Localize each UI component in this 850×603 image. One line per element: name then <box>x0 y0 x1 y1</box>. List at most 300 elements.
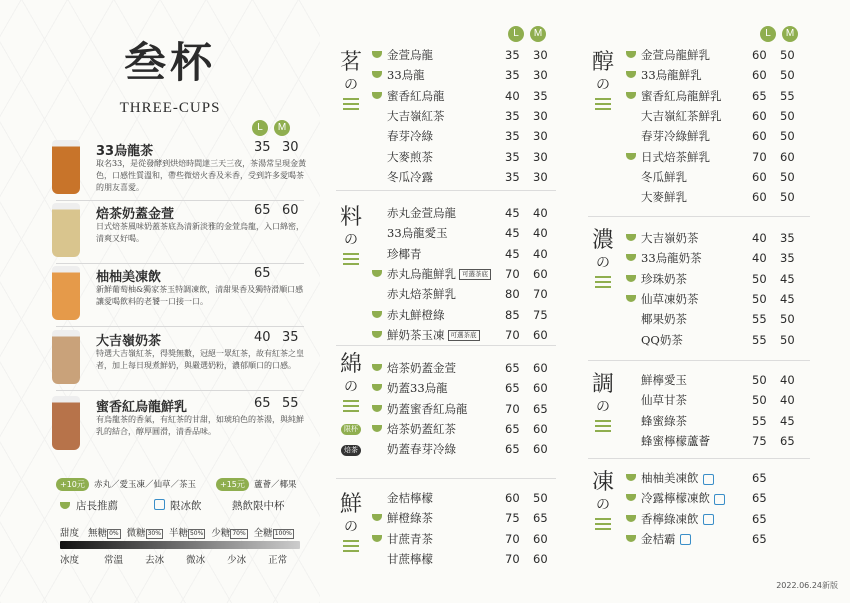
sweetness-level <box>127 528 163 539</box>
menu-item <box>372 264 557 284</box>
item-name-text: 蜜香紅烏龍鮮乳 <box>641 88 722 103</box>
price-l: 40 <box>254 330 271 345</box>
featured-drink <box>48 203 306 259</box>
price-m: 40 <box>533 246 548 261</box>
size-m-badge: M <box>782 26 798 42</box>
sweetness-name: 半糖 <box>168 528 188 539</box>
item-name <box>641 370 687 390</box>
bowl-icon <box>372 71 382 78</box>
item-name-text: 冷露檸檬凍飲 <box>641 491 710 506</box>
price-m: 50 <box>780 190 795 205</box>
bowl-icon <box>626 494 636 501</box>
ice-level: 正常 <box>268 555 288 566</box>
menu-item <box>626 488 804 508</box>
addon-legend <box>56 476 304 496</box>
menu-item <box>372 86 557 106</box>
section-label-liao <box>336 205 366 268</box>
item-name-text: 椰果奶茶 <box>641 312 687 327</box>
section-suffix: の <box>344 379 358 395</box>
section-bars <box>343 400 359 412</box>
menu-item <box>626 309 804 329</box>
item-note: 可選茶底 <box>459 269 491 280</box>
price-l: 55 <box>752 332 767 347</box>
price-l: 65 <box>752 531 767 546</box>
menu-item <box>372 549 557 569</box>
section-bars <box>595 518 611 530</box>
section-suffix: の <box>344 232 358 248</box>
menu-item <box>372 244 557 264</box>
item-name <box>387 106 445 126</box>
item-name <box>387 203 456 223</box>
price-l: 60 <box>752 68 767 83</box>
legend-hot-medium: 熱飲限中杯 <box>232 500 285 512</box>
price-m: 65 <box>533 401 548 416</box>
ice-row <box>60 552 308 566</box>
menu-item <box>372 358 557 378</box>
menu-item <box>372 305 557 325</box>
bowl-icon <box>372 364 382 371</box>
item-name-text: 33烏龍鮮乳 <box>641 68 702 83</box>
bowl-icon <box>626 474 636 481</box>
item-name <box>641 147 710 167</box>
menu-item <box>372 378 557 398</box>
menu-item <box>626 269 804 289</box>
item-name-text: 大吉嶺奶茶 <box>641 231 699 245</box>
menu-item <box>626 390 804 410</box>
drink-description: 取名33，是從發酵到烘焙時間達三天三夜，茶湯常呈現金黃色，口感性質溫和，帶些微焙火香及米香，受到許多愛喝茶的朋友喜愛。 <box>96 159 307 192</box>
ice-level: 去冰 <box>145 555 165 566</box>
item-name <box>641 187 687 207</box>
menu-item <box>626 167 804 187</box>
price-m: 60 <box>533 442 548 457</box>
size-header-right <box>760 26 798 42</box>
item-name <box>641 289 699 309</box>
sweetness-name: 微糖 <box>126 528 146 539</box>
price-m: 40 <box>780 393 795 408</box>
item-name-text: 赤丸金萱烏龍 <box>387 206 456 220</box>
item-name-text: 甘蔗檸檬 <box>387 551 433 566</box>
bowl-icon <box>372 311 382 318</box>
item-name-text: 蜂蜜檸檬蘆薈 <box>641 433 710 448</box>
size-header-middle <box>508 26 546 42</box>
item-name <box>641 228 699 248</box>
price-l: 35 <box>505 48 520 62</box>
item-name <box>387 65 425 85</box>
section-char: 茗 <box>339 50 362 75</box>
item-name <box>387 284 456 304</box>
sweetness-row <box>60 525 308 539</box>
menu-item <box>372 488 557 508</box>
section-label-chun <box>588 50 618 113</box>
item-name-text: 珍珠奶茶 <box>641 271 687 286</box>
price-l: 35 <box>505 129 520 144</box>
price-l: 70 <box>505 401 520 416</box>
item-name <box>641 390 687 410</box>
menu-item <box>372 325 557 345</box>
price-l: 55 <box>752 413 767 428</box>
price-l: 40 <box>505 88 520 103</box>
bowl-icon <box>372 384 382 391</box>
version-date: 2022.06.24新版 <box>776 581 838 590</box>
item-name-text: 奶蓋春芽冷綠 <box>387 442 456 457</box>
item-name <box>387 223 448 243</box>
price-m: 50 <box>780 312 795 327</box>
section-suffix: の <box>344 519 358 535</box>
item-name <box>641 509 714 529</box>
price-l: 35 <box>505 149 520 164</box>
item-name <box>641 330 683 350</box>
drink-photo <box>52 330 80 384</box>
section-char: 鮮 <box>339 492 362 517</box>
item-name <box>641 411 687 431</box>
item-name <box>641 126 710 146</box>
price-l: 35 <box>505 169 520 184</box>
price-m: 60 <box>533 381 548 396</box>
item-name-text: 鮮檸愛玉 <box>641 373 687 387</box>
item-name-text: 冬瓜冷露 <box>387 169 433 184</box>
bowl-icon <box>372 405 382 412</box>
sweetness-name: 無糖 <box>88 528 108 539</box>
price-l: 70 <box>752 149 767 164</box>
item-name-text: 蜜香紅烏龍 <box>387 88 445 103</box>
item-name-text: 焙茶奶蓋金萱 <box>387 361 456 375</box>
menu-item <box>626 45 804 65</box>
item-name <box>641 45 710 65</box>
price-m: 60 <box>282 203 299 218</box>
drink-photo <box>52 203 80 257</box>
price-m: 65 <box>533 511 548 526</box>
price-m: 30 <box>533 68 548 83</box>
price-l: 60 <box>752 190 767 205</box>
drink-name: 焙茶奶蓋金萱 <box>96 207 175 222</box>
menu-item <box>372 508 557 528</box>
item-name <box>387 264 491 284</box>
item-name <box>387 244 422 264</box>
ice-cube-icon <box>714 494 725 505</box>
menu-item <box>372 147 557 167</box>
section-suffix: の <box>596 255 610 271</box>
item-name-text: 仙草凍奶茶 <box>641 291 699 306</box>
price-l: 60 <box>752 129 767 144</box>
price-m: 50 <box>780 108 795 123</box>
item-name-text: 大麥鮮乳 <box>641 190 687 205</box>
item-name-text: 大麥煎茶 <box>387 149 433 164</box>
drink-description: 日式焙茶風味奶蓋茶底為清新淡雅的金萱烏龍，入口綿密，清爽又好喝。 <box>96 222 304 243</box>
price-l: 35 <box>254 140 271 155</box>
price-l: 35 <box>505 68 520 83</box>
item-name-text: 珍椰青 <box>387 246 422 261</box>
section-label-xian <box>336 492 366 555</box>
menu-item <box>626 65 804 85</box>
menu-item <box>626 106 804 126</box>
menu-item <box>372 529 557 549</box>
item-name-text: 柚柚美凍飲 <box>641 471 699 485</box>
item-name-text: 33烏龍奶茶 <box>641 251 702 266</box>
item-name-text: 甘蔗青茶 <box>387 531 433 546</box>
section-bars <box>595 276 611 288</box>
item-name <box>387 419 456 439</box>
item-name <box>641 468 714 488</box>
price-m: 45 <box>780 413 795 428</box>
ice-cube-icon <box>154 499 165 510</box>
legend-recommend: 店長推薦 <box>76 500 118 512</box>
ice-label: 冰度 <box>60 555 80 566</box>
item-name <box>641 309 687 329</box>
price-l: 60 <box>752 108 767 123</box>
price-l: 45 <box>505 226 520 241</box>
price-m: 30 <box>282 140 299 155</box>
menu-item <box>372 399 557 419</box>
item-name-text: 香檸綠凍飲 <box>641 511 699 526</box>
item-name-text: QQ奶茶 <box>641 332 683 347</box>
item-name-text: 焙茶奶蓋紅茶 <box>387 421 456 436</box>
price-l: 65 <box>505 381 520 396</box>
price-m: 40 <box>533 206 548 220</box>
menu-item <box>372 419 557 439</box>
price-m: 55 <box>780 88 795 103</box>
item-name-text: 仙草甘茶 <box>641 393 687 408</box>
item-name-text: 蜂蜜綠茶 <box>641 413 687 428</box>
price-l: 55 <box>752 312 767 327</box>
item-name-text: 赤丸烏龍鮮乳 <box>387 266 456 281</box>
bowl-icon <box>626 515 636 522</box>
price-m: 50 <box>780 48 795 62</box>
item-name <box>387 399 468 419</box>
menu-item <box>626 370 804 390</box>
section-suffix: の <box>344 77 358 93</box>
section-divider <box>588 360 810 361</box>
item-name <box>641 529 691 549</box>
price-m: 60 <box>533 551 548 566</box>
price-l: 60 <box>505 491 520 505</box>
symbol-legend <box>56 496 306 514</box>
item-name <box>387 508 433 528</box>
featured-drink <box>48 396 306 452</box>
price-m: 65 <box>780 433 795 448</box>
drink-name: 蜜香紅烏龍鮮乳 <box>96 400 188 415</box>
bowl-icon <box>372 51 382 58</box>
item-name-text: 鮮奶茶玉凍 <box>387 327 445 342</box>
brand-logo: 叁杯 <box>123 38 216 87</box>
price-m: 35 <box>780 231 795 245</box>
price-l: 65 <box>752 511 767 526</box>
menu-item <box>626 529 804 549</box>
ice-cube-icon <box>703 514 714 525</box>
menu-item <box>626 187 804 207</box>
divider <box>56 263 304 264</box>
section-divider <box>588 216 810 217</box>
item-name <box>641 269 687 289</box>
size-l-badge: L <box>252 120 268 136</box>
item-name-text: 奶蓋33烏龍 <box>387 381 448 396</box>
menu-item <box>626 468 804 488</box>
item-name <box>641 65 702 85</box>
section-char: 綿 <box>339 352 362 377</box>
drink-name: 33烏龍茶 <box>96 144 154 159</box>
price-l: 70 <box>505 531 520 546</box>
sweetness-pct: 70% <box>232 529 246 537</box>
sweetness-pct: 100% <box>274 529 292 537</box>
price-l: 50 <box>752 291 767 306</box>
menu-item <box>626 126 804 146</box>
price-l: 65 <box>752 88 767 103</box>
sweetness-level <box>88 528 121 539</box>
price-m: 30 <box>533 108 548 123</box>
price-l: 45 <box>505 206 520 220</box>
item-name-text: 大吉嶺紅茶鮮乳 <box>641 108 722 123</box>
price-m: 30 <box>533 149 548 164</box>
sweetness-level <box>254 528 294 539</box>
bowl-icon <box>626 254 636 261</box>
price-m: 30 <box>533 48 548 62</box>
section-tag: 限杯 <box>341 424 361 435</box>
item-name <box>387 45 433 65</box>
menu-item <box>372 167 557 187</box>
menu-item <box>626 289 804 309</box>
item-name <box>387 358 456 378</box>
menu-item <box>372 223 557 243</box>
sweetness-pct: 0% <box>109 529 119 537</box>
item-name-text: 赤丸鮮橙綠 <box>387 307 445 322</box>
menu-item <box>626 228 804 248</box>
bowl-icon <box>626 153 636 160</box>
price-m: 50 <box>780 68 795 83</box>
price-l: 65 <box>254 203 271 218</box>
section-label-ming <box>336 50 366 113</box>
item-name-text: 金桔檸檬 <box>387 491 433 505</box>
bowl-icon <box>372 514 382 521</box>
bowl-icon <box>626 295 636 302</box>
item-name-text: 33烏龍 <box>387 68 425 83</box>
menu-item <box>372 203 557 223</box>
section-label-mian <box>336 352 366 456</box>
section-suffix: の <box>596 399 610 415</box>
item-name <box>387 378 448 398</box>
drink-name: 柚柚美凍飲 <box>96 270 162 285</box>
sweetness-name: 全糖 <box>253 528 273 539</box>
menu-item <box>372 65 557 85</box>
item-name <box>387 167 433 187</box>
section-char: 調 <box>591 372 614 397</box>
item-name-text: 赤丸焙茶鮮乳 <box>387 287 456 302</box>
featured-drink <box>48 266 306 322</box>
price-l: 45 <box>505 246 520 261</box>
menu-item <box>626 330 804 350</box>
section-char: 醇 <box>591 50 614 75</box>
divider <box>56 326 304 327</box>
bowl-icon <box>372 425 382 432</box>
menu-item <box>372 284 557 304</box>
item-name <box>387 86 445 106</box>
price-l: 70 <box>505 327 520 342</box>
item-name-text: 奶蓋蜜香紅烏龍 <box>387 401 468 416</box>
item-name-text: 33烏龍愛玉 <box>387 226 448 241</box>
ice-cube-icon <box>680 534 691 545</box>
sweetness-pct: 30% <box>147 529 161 537</box>
item-name <box>641 86 722 106</box>
price-m: 60 <box>533 361 548 375</box>
bowl-icon <box>626 51 636 58</box>
price-m: 60 <box>533 421 548 436</box>
bowl-icon <box>626 92 636 99</box>
divider <box>56 200 304 201</box>
price-m: 45 <box>780 291 795 306</box>
item-name-text: 冬瓜鮮乳 <box>641 169 687 184</box>
item-name <box>387 439 456 459</box>
item-name-text: 金桔霸 <box>641 531 676 546</box>
drink-description: 新鮮葡萄柚&獨家茶玉特調凍飲，清甜果香及獨特滑順口感讓愛喝飲料的老饕一口接一口。 <box>96 285 304 306</box>
legend-ice-only: 限冰飲 <box>170 500 202 512</box>
section-bars <box>343 540 359 552</box>
item-name-text: 金萱烏龍 <box>387 48 433 62</box>
price-m: 60 <box>780 149 795 164</box>
section-divider <box>336 345 556 346</box>
sweetness-label: 甜度 <box>60 528 80 539</box>
section-divider <box>336 478 556 479</box>
item-name <box>641 106 722 126</box>
item-name-text: 大吉嶺紅茶 <box>387 108 445 123</box>
price-m: 75 <box>533 307 548 322</box>
bowl-icon <box>626 535 636 542</box>
price-l: 50 <box>752 393 767 408</box>
size-l-badge: L <box>508 26 524 42</box>
section-tag: 焙茶 <box>341 445 361 456</box>
item-name-text: 金萱烏龍鮮乳 <box>641 48 710 62</box>
item-name-text: 春芽冷綠鮮乳 <box>641 129 710 144</box>
section-label-tiao <box>588 372 618 435</box>
price-m: 30 <box>533 129 548 144</box>
ice-cube-icon <box>703 474 714 485</box>
menu-item <box>626 86 804 106</box>
sweetness-level <box>211 528 247 539</box>
featured-drink <box>48 140 306 196</box>
item-name <box>641 488 725 508</box>
item-name <box>641 431 710 451</box>
drink-photo <box>52 266 80 320</box>
item-name <box>387 147 433 167</box>
price-m: 55 <box>282 396 299 411</box>
bowl-icon <box>626 275 636 282</box>
price-m: 60 <box>533 266 548 281</box>
price-m: 50 <box>780 169 795 184</box>
price-l: 65 <box>254 396 271 411</box>
size-m-badge: M <box>530 26 546 42</box>
section-divider <box>588 458 810 459</box>
section-suffix: の <box>596 497 610 513</box>
price-m: 70 <box>533 287 548 302</box>
menu-item <box>626 248 804 268</box>
section-suffix: の <box>596 77 610 93</box>
price-m: 35 <box>780 251 795 266</box>
item-name <box>641 248 702 268</box>
sweetness-ice-gradient <box>60 541 300 549</box>
drink-photo <box>52 140 80 194</box>
brand-subtitle: THREE-CUPS <box>119 100 221 116</box>
ice-level: 常溫 <box>104 555 124 566</box>
price-l: 60 <box>752 169 767 184</box>
menu-item <box>626 431 804 451</box>
price-l: 50 <box>752 373 767 387</box>
price-l: 40 <box>752 251 767 266</box>
item-name <box>387 529 433 549</box>
price-l: 65 <box>505 442 520 457</box>
price-m: 45 <box>780 271 795 286</box>
size-l-badge: L <box>760 26 776 42</box>
price-l: 75 <box>752 433 767 448</box>
size-header-left <box>252 120 290 136</box>
divider <box>56 390 304 391</box>
section-char: 濃 <box>591 228 614 253</box>
